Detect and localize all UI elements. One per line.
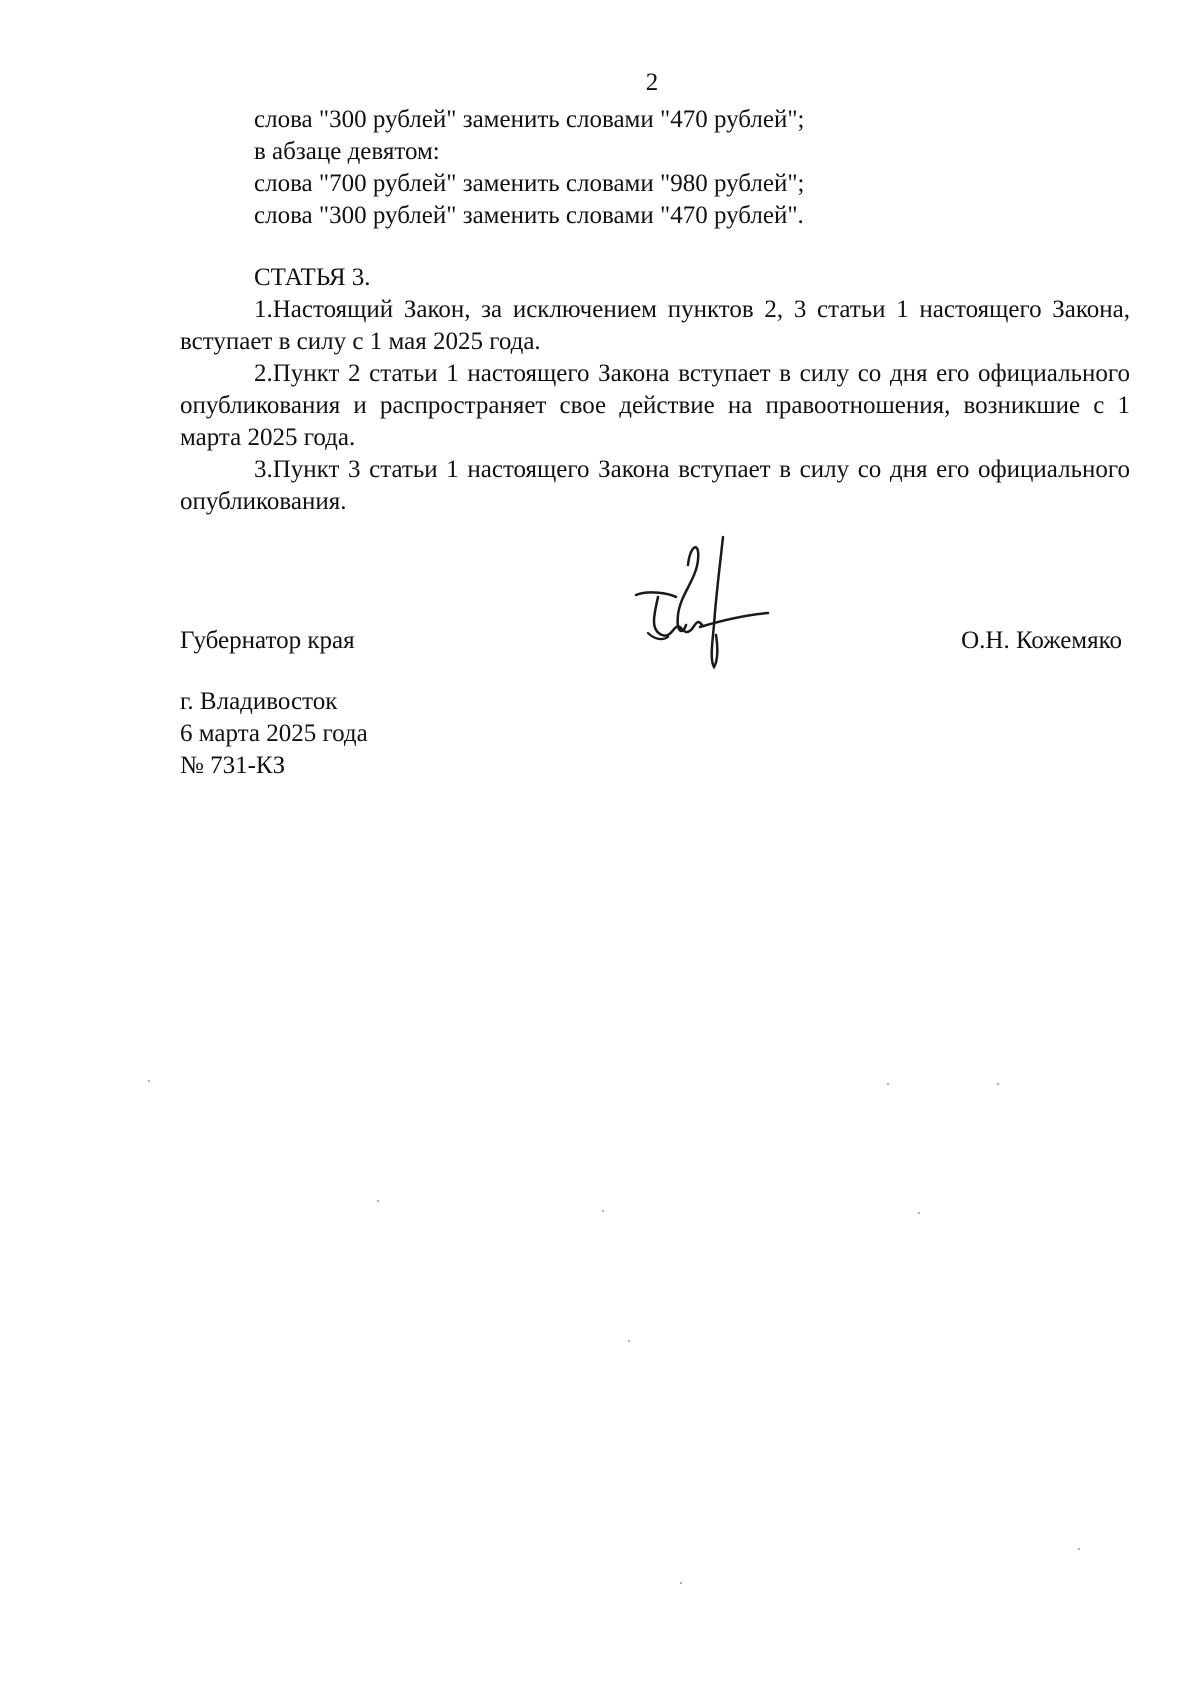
- scan-speck: [918, 1212, 920, 1214]
- page-number-text: 2: [645, 69, 659, 96]
- amendment-line-4: слова "300 рублей" заменить словами "470 рублей".: [254, 202, 804, 229]
- scan-speck: [148, 1080, 150, 1082]
- date-line: 6 марта 2025 года: [180, 720, 368, 747]
- place-line: г. Владивосток: [180, 688, 338, 715]
- handwritten-signature: [628, 535, 778, 675]
- scan-speck: [628, 1340, 630, 1342]
- law-number-line: № 731-КЗ: [180, 752, 286, 779]
- document-meta: [180, 686, 368, 782]
- scan-speck: [887, 1083, 889, 1085]
- signatory-title: Губернатор края: [180, 627, 355, 654]
- amendment-line-2: в абзаце девятом:: [254, 138, 440, 165]
- amendment-line-1: слова "300 рублей" заменить словами "470 рублей";: [254, 106, 805, 133]
- article-paragraph-1: 1.Настоящий Закон, за исключением пунктов 2, 3 статьи 1 настоящего Закона, вступает в силу с 1 мая 2025 года.: [180, 296, 1130, 355]
- article-paragraph-2: 2.Пункт 2 статьи 1 настоящего Закона вступает в силу со дня его официального опубликования и распространяет свое действие на правоотношения, возникшие с 1 марта 2025 года.: [180, 360, 1130, 451]
- scan-speck: [680, 1582, 682, 1584]
- scan-speck: [377, 1200, 379, 1202]
- scan-speck: [997, 1083, 999, 1085]
- article-heading: СТАТЬЯ 3.: [254, 264, 371, 291]
- scan-speck: [1078, 1548, 1080, 1550]
- amendment-line-3: слова "700 рублей" заменить словами "980 рублей";: [254, 170, 805, 197]
- scan-speck: [602, 1210, 604, 1212]
- signatory-name: О.Н. Кожемяко: [961, 627, 1122, 654]
- page-number: [0, 68, 1200, 98]
- article-paragraph-3: 3.Пункт 3 статьи 1 настоящего Закона вступает в силу со дня его официального опубликования.: [180, 456, 1130, 515]
